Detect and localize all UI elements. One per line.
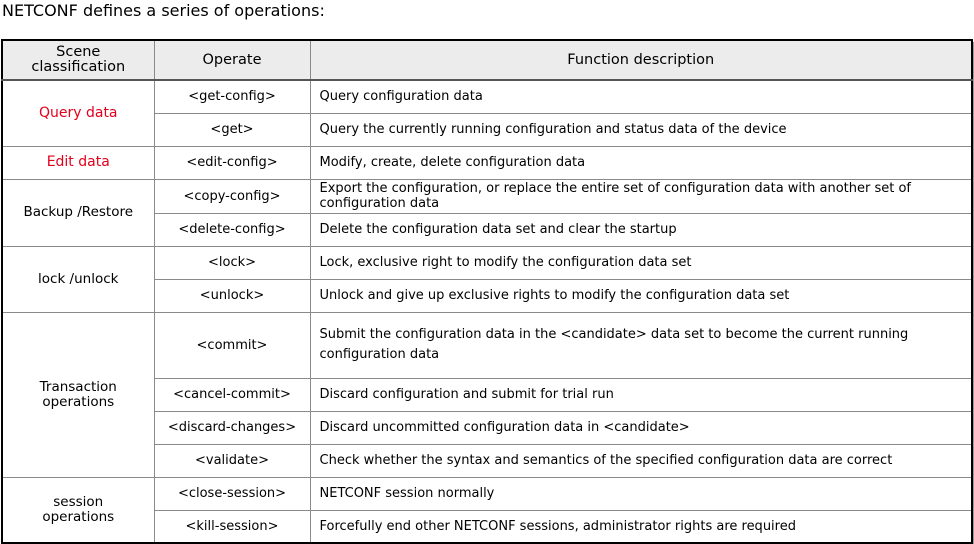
table-row (2, 477, 972, 510)
table-row (2, 146, 972, 179)
description-cell: Submit the configuration data in the <candidate> data set to become the current running configuration data (310, 312, 972, 378)
header-function-description: Function description (310, 40, 972, 80)
operation-cell: <copy-config> (154, 179, 310, 213)
operation-cell: <cancel-commit> (154, 378, 310, 411)
operation-cell: <commit> (154, 312, 310, 378)
scene-cell: Backup /Restore (2, 179, 154, 246)
table-body (2, 80, 972, 543)
operation-cell: <get> (154, 113, 310, 146)
description-cell: Export the configuration, or replace the entire set of configuration data with another set of configuration data (310, 179, 972, 213)
scene-label: Query data (38, 104, 118, 121)
description-cell: Modify, create, delete configuration data (310, 146, 972, 179)
operations-table-container (1, 39, 973, 542)
description-cell: Query the currently running configuration and status data of the device (310, 113, 972, 146)
table-row (2, 312, 972, 378)
operation-cell: <delete-config> (154, 213, 310, 246)
header-operate: Operate (154, 40, 310, 80)
operation-cell: <get-config> (154, 80, 310, 113)
header-scene-classification: Scene classification (2, 40, 154, 80)
table-header-row (2, 40, 972, 80)
description-cell: Discard configuration and submit for trial run (310, 378, 972, 411)
description-cell: Forcefully end other NETCONF sessions, administrator rights are required (310, 510, 972, 543)
operation-cell: <discard-changes> (154, 411, 310, 444)
description-cell: Check whether the syntax and semantics of the specified configuration data are correct (310, 444, 972, 477)
table-row (2, 179, 972, 213)
scene-cell: lock /unlock (2, 246, 154, 312)
operation-cell: <lock> (154, 246, 310, 279)
description-cell: Query configuration data (310, 80, 972, 113)
description-cell: Discard uncommitted configuration data in <candidate> (310, 411, 972, 444)
description-cell: Unlock and give up exclusive rights to modify the configuration data set (310, 279, 972, 312)
operations-table (1, 39, 973, 544)
operation-cell: <unlock> (154, 279, 310, 312)
description-cell: NETCONF session normally (310, 477, 972, 510)
table-row (2, 246, 972, 279)
scene-label: Edit data (46, 154, 110, 170)
description-cell: Delete the configuration data set and clear the startup (310, 213, 972, 246)
scene-cell: Transaction operations (2, 312, 154, 477)
operation-cell: <edit-config> (154, 146, 310, 179)
operation-cell: <kill-session> (154, 510, 310, 543)
scene-cell: session operations (2, 477, 154, 543)
page-title: NETCONF defines a series of operations: (2, 1, 325, 20)
scene-cell (2, 80, 154, 146)
operation-cell: <close-session> (154, 477, 310, 510)
description-cell: Lock, exclusive right to modify the configuration data set (310, 246, 972, 279)
operation-cell: <validate> (154, 444, 310, 477)
table-row (2, 80, 972, 113)
scene-cell (2, 146, 154, 179)
